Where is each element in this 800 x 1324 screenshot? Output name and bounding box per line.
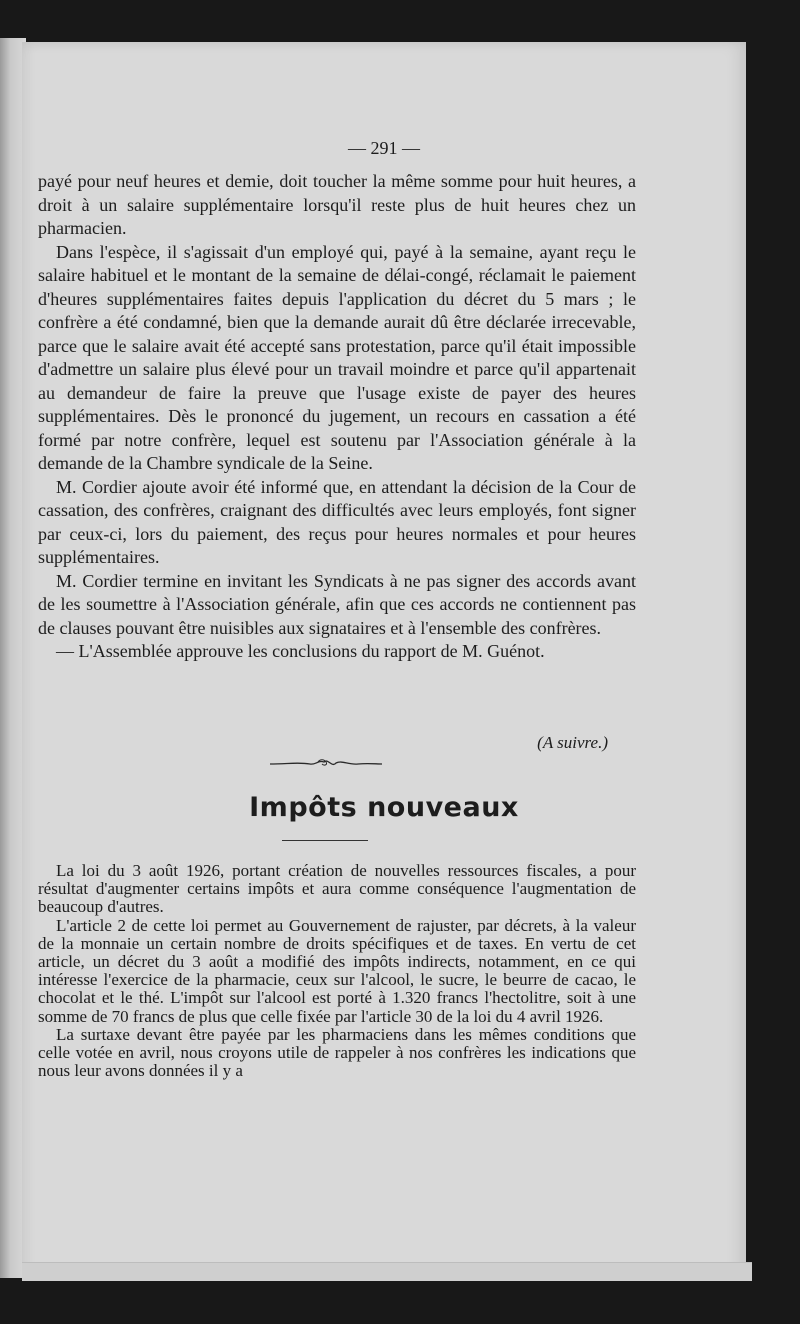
continuation-text [38, 170, 636, 664]
paragraph: La surtaxe devant être payée par les pharmaciens dans les mêmes conditions que celle votée en avril, nous croyons utile de rappeler à nos confrères les indications que nous leur avons données il y a [38, 1024, 636, 1081]
to-be-continued: (A suivre.) [537, 733, 608, 752]
title-underline [282, 840, 368, 841]
ornament-divider-icon [268, 756, 384, 770]
section-title: Impôts nouveaux [249, 792, 519, 823]
document-page [22, 42, 746, 1278]
section-text [38, 862, 636, 1080]
paragraph: payé pour neuf heures et demie, doit toucher la même somme pour huit heures, a droit à un salaire supplémentaire lorsqu'il reste plus de huit heures chez un pharmacien. [38, 171, 636, 238]
paragraph: M. Cordier ajoute avoir été informé que, en attendant la décision de la Cour de cassation, des confrères, craignant des difficultés avec leurs employés, font signer par ceux-ci, lors du paiement, des reçus pour heures normales et pour heures supplémentaires. [38, 476, 636, 567]
page-number: — 291 — [348, 138, 420, 158]
paragraph: — L'Assemblée approuve les conclusions du rapport de M. Guénot. [56, 641, 545, 661]
page-bottom-edge [22, 1262, 752, 1281]
paragraph: M. Cordier termine en invitant les Syndicats à ne pas signer des accords avant de les soumettre à l'Association générale, afin que ces accords ne contiennent pas de clauses pouvant être nuisibles aux signataires et à l'ensemble des confrères. [38, 570, 636, 638]
paragraph: L'article 2 de cette loi permet au Gouvernement de rajuster, par décrets, à la valeur de la monnaie un certain nombre de droits spécifiques et de taxes. En vertu de cet article, un décret du 3 août a modifié des impôts indirects, notamment, en ce qui intéresse l'exercice de la pharmacie, ceux sur l'alcool, le sucre, le beurre de cacao, le chocolat et le thé. L'impôt sur l'alcool est porté à 1.320 francs l'hectolitre, soit à une somme de 70 francs de plus que celle fixée par l'article 30 de la loi du 4 avril 1926. [38, 915, 636, 1026]
paragraph: Dans l'espèce, il s'agissait d'un employé qui, payé à la semaine, ayant reçu le salaire habituel et le montant de la semaine de délai-congé, réclamait le paiement d'heures supplémentaires faites depuis l'application du décret du 5 mars ; le confrère a été condamné, bien que la demande aurait dû être déclarée irrecevable, parce que le salaire avait été accepté sans protestation, parce qu'il était impossible d'admettre un salaire plus élevé pour un travail moindre et parce qu'il appartenait au demandeur de faire la preuve que l'usage existe de payer des heures supplémentaires. Dès le prononcé du jugement, un recours en cassation a été formé par notre confrère, lequel est soutenu par l'Association générale à la demande de la Chambre syndicale de la Seine. [38, 241, 636, 473]
paragraph: La loi du 3 août 1926, portant création de nouvelles ressources fiscales, a pour résultat d'augmenter certains impôts et aura comme conséquence l'augmentation de beaucoup d'autres. [38, 861, 636, 917]
